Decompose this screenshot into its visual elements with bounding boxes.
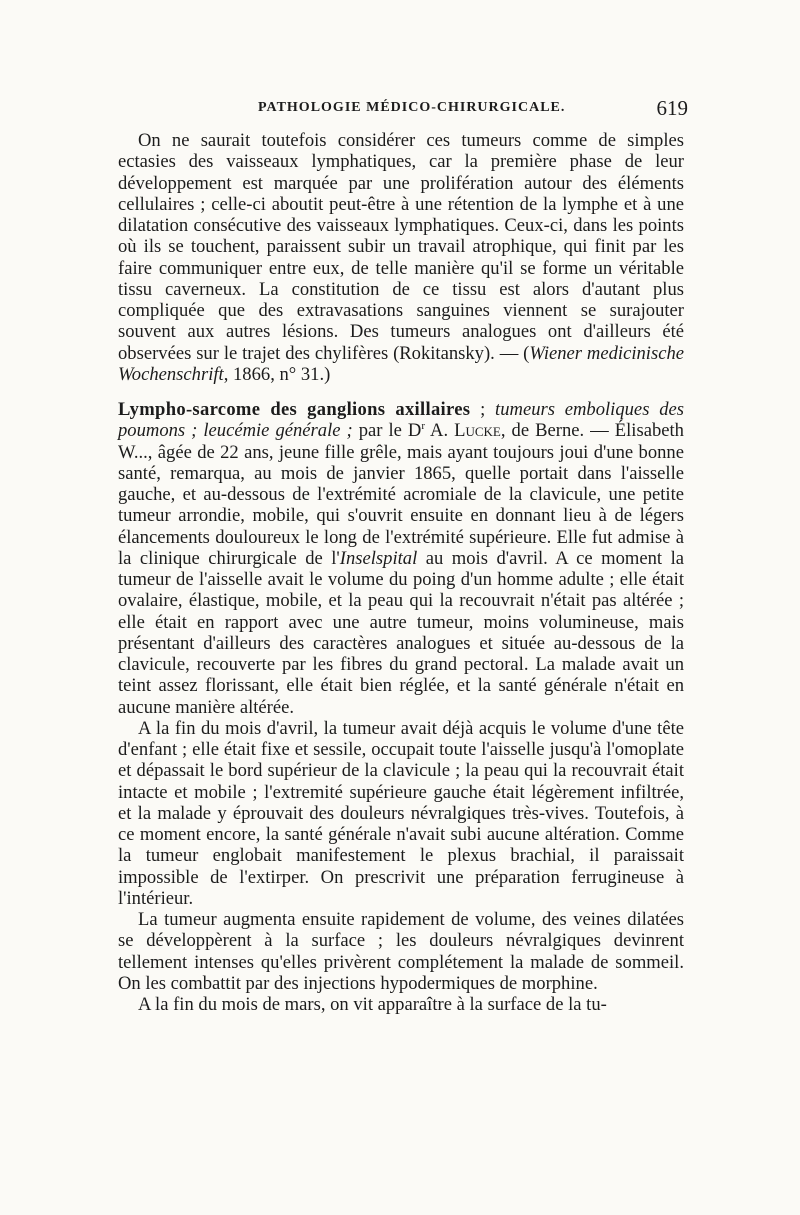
heading-separator: ; xyxy=(470,399,496,420)
case-text-continued: au mois d'avril. A ce moment la tumeur de l'aisselle avait le volume du poing d'un homme adulte ; elle était ovalaire, élastique, mobile, et la peau qui la recouvrait n'était pas altérée ; elle était en rapport avec une autre tumeur, moins volumineuse, mais présentant d'ailleurs des caractères analogues et située au-dessous de la clavicule, recouverte par les fibres du grand pectoral. La malade avait un teint assez florissant, elle était bien réglée, et la santé générale n'était en aucune manière altérée. xyxy=(118,547,684,718)
paragraph-growth: La tumeur augmenta ensuite rapidement de volume, des veines dilatées se développèrent à la surface ; les douleurs névralgiques devinrent tellement intenses qu'elles privèrent complétement la malade de sommeil. On les combattit par des injections hypodermiques de morphine. xyxy=(118,909,684,994)
journal-title: Wiener medicinische Wochenschrift xyxy=(118,342,684,385)
paragraph-april: A la fin du mois d'avril, la tumeur avait déjà acquis le volume d'une tête d'enfant ; elle était fixe et sessile, occupait toute l'aisselle jusqu'à l'omoplate et dépassait le bord supérieur de la clavicule ; la peau qui la recouvrait était intacte et mobile ; l'extremité supérieure gauche était légèrement infiltrée, et la malade y éprouvait des douleurs névralgiques très-vives. Toutefois, à ce moment encore, la santé générale n'avait subi aucune altération. Comme la tumeur englobait manifestement le plexus brachial, il paraissait impossible de l'extirper. On prescrivit une préparation ferrugineuse à l'intérieur. xyxy=(118,717,684,909)
article-heading: Lympho-sarcome des ganglions axillaires xyxy=(118,399,471,420)
author-name: Lucke xyxy=(454,420,501,442)
body-text xyxy=(118,130,684,1015)
running-head xyxy=(118,96,688,122)
journal-year: , 1866, xyxy=(223,363,275,385)
hospital-name: Inselspital xyxy=(339,547,418,569)
paragraph-gap xyxy=(118,385,684,399)
paragraph-march: A la fin du mois de mars, on vit apparaître à la surface de la tu- xyxy=(138,994,607,1015)
paragraph-text: On ne saurait toutefois considérer ces tumeurs comme de simples ectasies des vaisseaux lymphatiques, car la première phase de leur développement est marquée par une prolifération autour des éléments cellulaires ; celle-ci aboutit peut-être à une rétention de la lymphe et à une dilatation consécutive des vaisseaux lymphatiques. Ceux-ci, dans les points où ils se touchent, paraissent subir un travail atrophique, qui finit par les faire communiquer entre eux, de telle manière qu'il se forme un véritable tissu caverneux. La constitution de ce tissu est alors d'autant plus compliquée que des extravasations sanguines viennent se surajouter souvent aux autres lésions. Des tumeurs analogues ont d'ailleurs été observées sur le trajet des chylifères (Rokitansky). — ( xyxy=(118,130,684,364)
journal-number: n° 31.) xyxy=(279,363,331,385)
byline-superscript: r xyxy=(421,420,426,433)
article-lympho-sarcome xyxy=(118,399,684,718)
page-number: 619 xyxy=(656,96,688,120)
author-initial: A. xyxy=(425,420,455,442)
author-place: , de Berne. xyxy=(500,420,585,442)
article-subtitle: tumeurs emboliques des poumons ; leucémie générale ; xyxy=(118,399,684,442)
byline: par le D xyxy=(352,420,422,442)
running-title: PATHOLOGIE MÉDICO-CHIRURGICALE. xyxy=(258,100,566,115)
paragraph-lymphatic-tumours xyxy=(118,130,684,385)
case-text: — Élisabeth W..., âgée de 22 ans, jeune fille grêle, mais ayant toujours joui d'une bonne santé, remarqua, au mois de janvier 1865, quelle portait dans l'aisselle gauche, et au-dessous de l'extrémité acromiale de la clavicule, une petite tumeur arrondie, mobile, qui s'ouvrit ensuite en donnant lieu à de légers élancements douloureux le long de l'extrémité supérieure. Elle fut admise à la clinique chirurgicale de l' xyxy=(118,420,684,569)
